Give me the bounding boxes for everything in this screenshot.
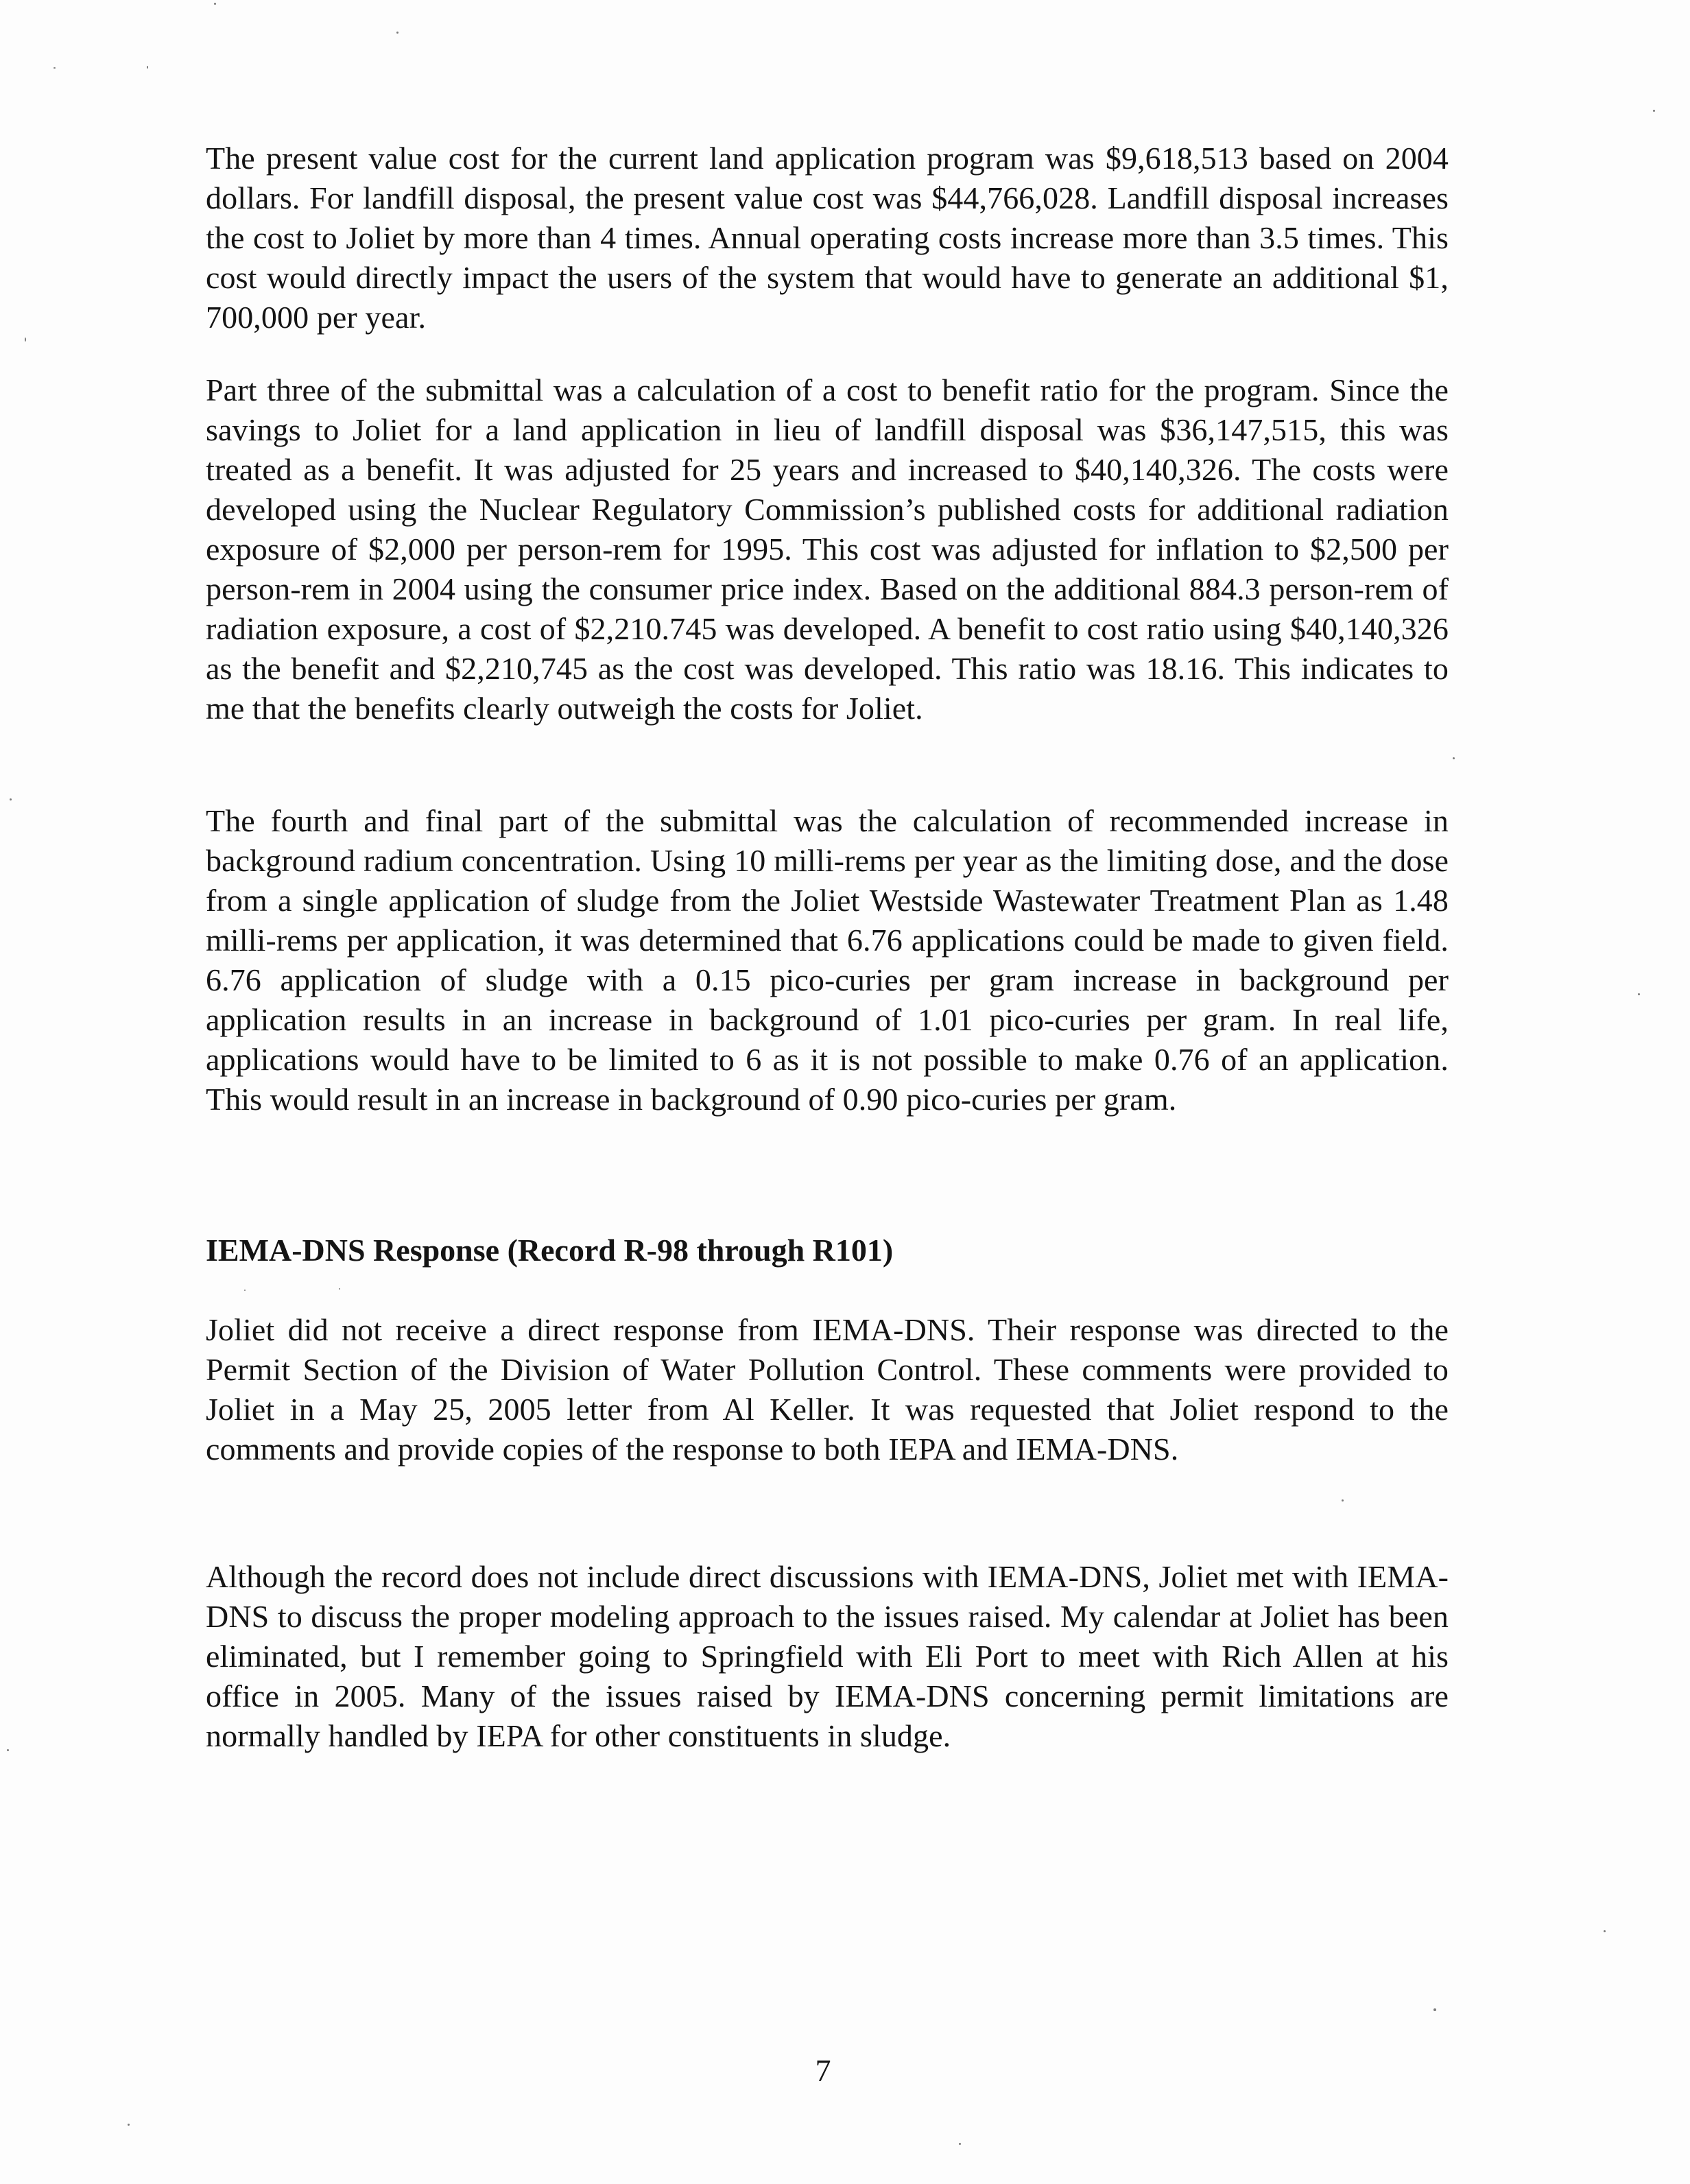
scan-speck [1453,757,1455,759]
scan-speck [1433,2008,1436,2011]
section-heading: IEMA-DNS Response (Record R-98 through R101) [206,1233,894,1268]
scan-speck [1604,1930,1606,1932]
scan-speck [7,1749,9,1751]
scan-speck [10,798,12,800]
scan-speck [53,67,56,69]
paragraph-iema-response: Joliet did not receive a direct response from IEMA-DNS. Their response was directed to the Permit Section of the Division of Water Pollution Control. These comments were provided to Joliet in a May 25, 2005 letter from Al Keller. It was requested that Joliet respond to the comments and provide copies of the response to both IEPA and IEMA-DNS. [206,1312,1449,1467]
scan-speck [1638,993,1640,995]
scan-speck [959,2143,961,2145]
paragraph-present-value-cost: The present value cost for the current land application program was $9,618,513 based on 2004 dollars. For landfill disposal, the present value cost was $44,766,028. Landfill disposal increases the cost to Joliet by more than 4 times. Annual operating costs increase more than 3.5 times. This cost would directly impact the users of the system that would have to generate an additional $1, 700,000 per year. [206,141,1449,335]
scan-speck [147,66,148,69]
page-number: 7 [815,2053,831,2088]
scan-speck [244,1290,246,1291]
scan-speck [214,3,216,5]
scan-speck [25,337,26,342]
paragraph-cost-benefit-ratio: Part three of the submittal was a calculation of a cost to benefit ratio for the program. Since the savings to Joliet for a land application in lieu of landfill disposal was $36,147,515, this was treated as a benefit. It was adjusted for 25 years and increased to $40,140,326. The costs were developed using the Nuclear Regulatory Commission’s published costs for additional radiation exposure of $2,000 per person-rem for 1995. This cost was adjusted for inflation to $2,500 per person-rem in 2004 using the consumer price index. Based on the additional 884.3 person-rem of radiation exposure, a cost of $2,210.745 was developed. A benefit to cost ratio using $40,140,326 as the benefit and $2,210,745 as the cost was developed. This ratio was 18.16. This indicates to me that the benefits clearly outweigh the costs for Joliet. [206,372,1449,726]
paragraph-iema-discussions: Although the record does not include direct discussions with IEMA-DNS, Joliet met with IEMA-DNS to discuss the proper modeling approach to the issues raised. My calendar at Joliet has been eliminated, but I remember going to Springfield with Eli Port to meet with Rich Allen at his office in 2005. Many of the issues raised by IEMA-DNS concerning permit limitations are normally handled by IEPA for other constituents in sludge. [206,1559,1449,1753]
scan-speck [128,2124,130,2126]
scan-speck [1653,110,1655,112]
scan-speck [396,32,398,34]
paragraph-background-radium: The fourth and final part of the submittal was the calculation of recommended increase in background radium concentration. Using 10 milli-rems per year as the limiting dose, and the dose from a single application of sludge from the Joliet Westside Wastewater Treatment Plan as 1.48 milli-rems per application, it was determined that 6.76 applications could be made to given field. 6.76 application of sludge with a 0.15 pico-curies per gram increase in background per application results in an increase in background of 1.01 pico-curies per gram. In real life, applications would have to be limited to 6 as it is not possible to make 0.76 of an application. This would result in an increase in background of 0.90 pico-curies per gram. [206,803,1449,1117]
scan-speck [339,1288,340,1290]
scan-speck [1342,1499,1344,1502]
